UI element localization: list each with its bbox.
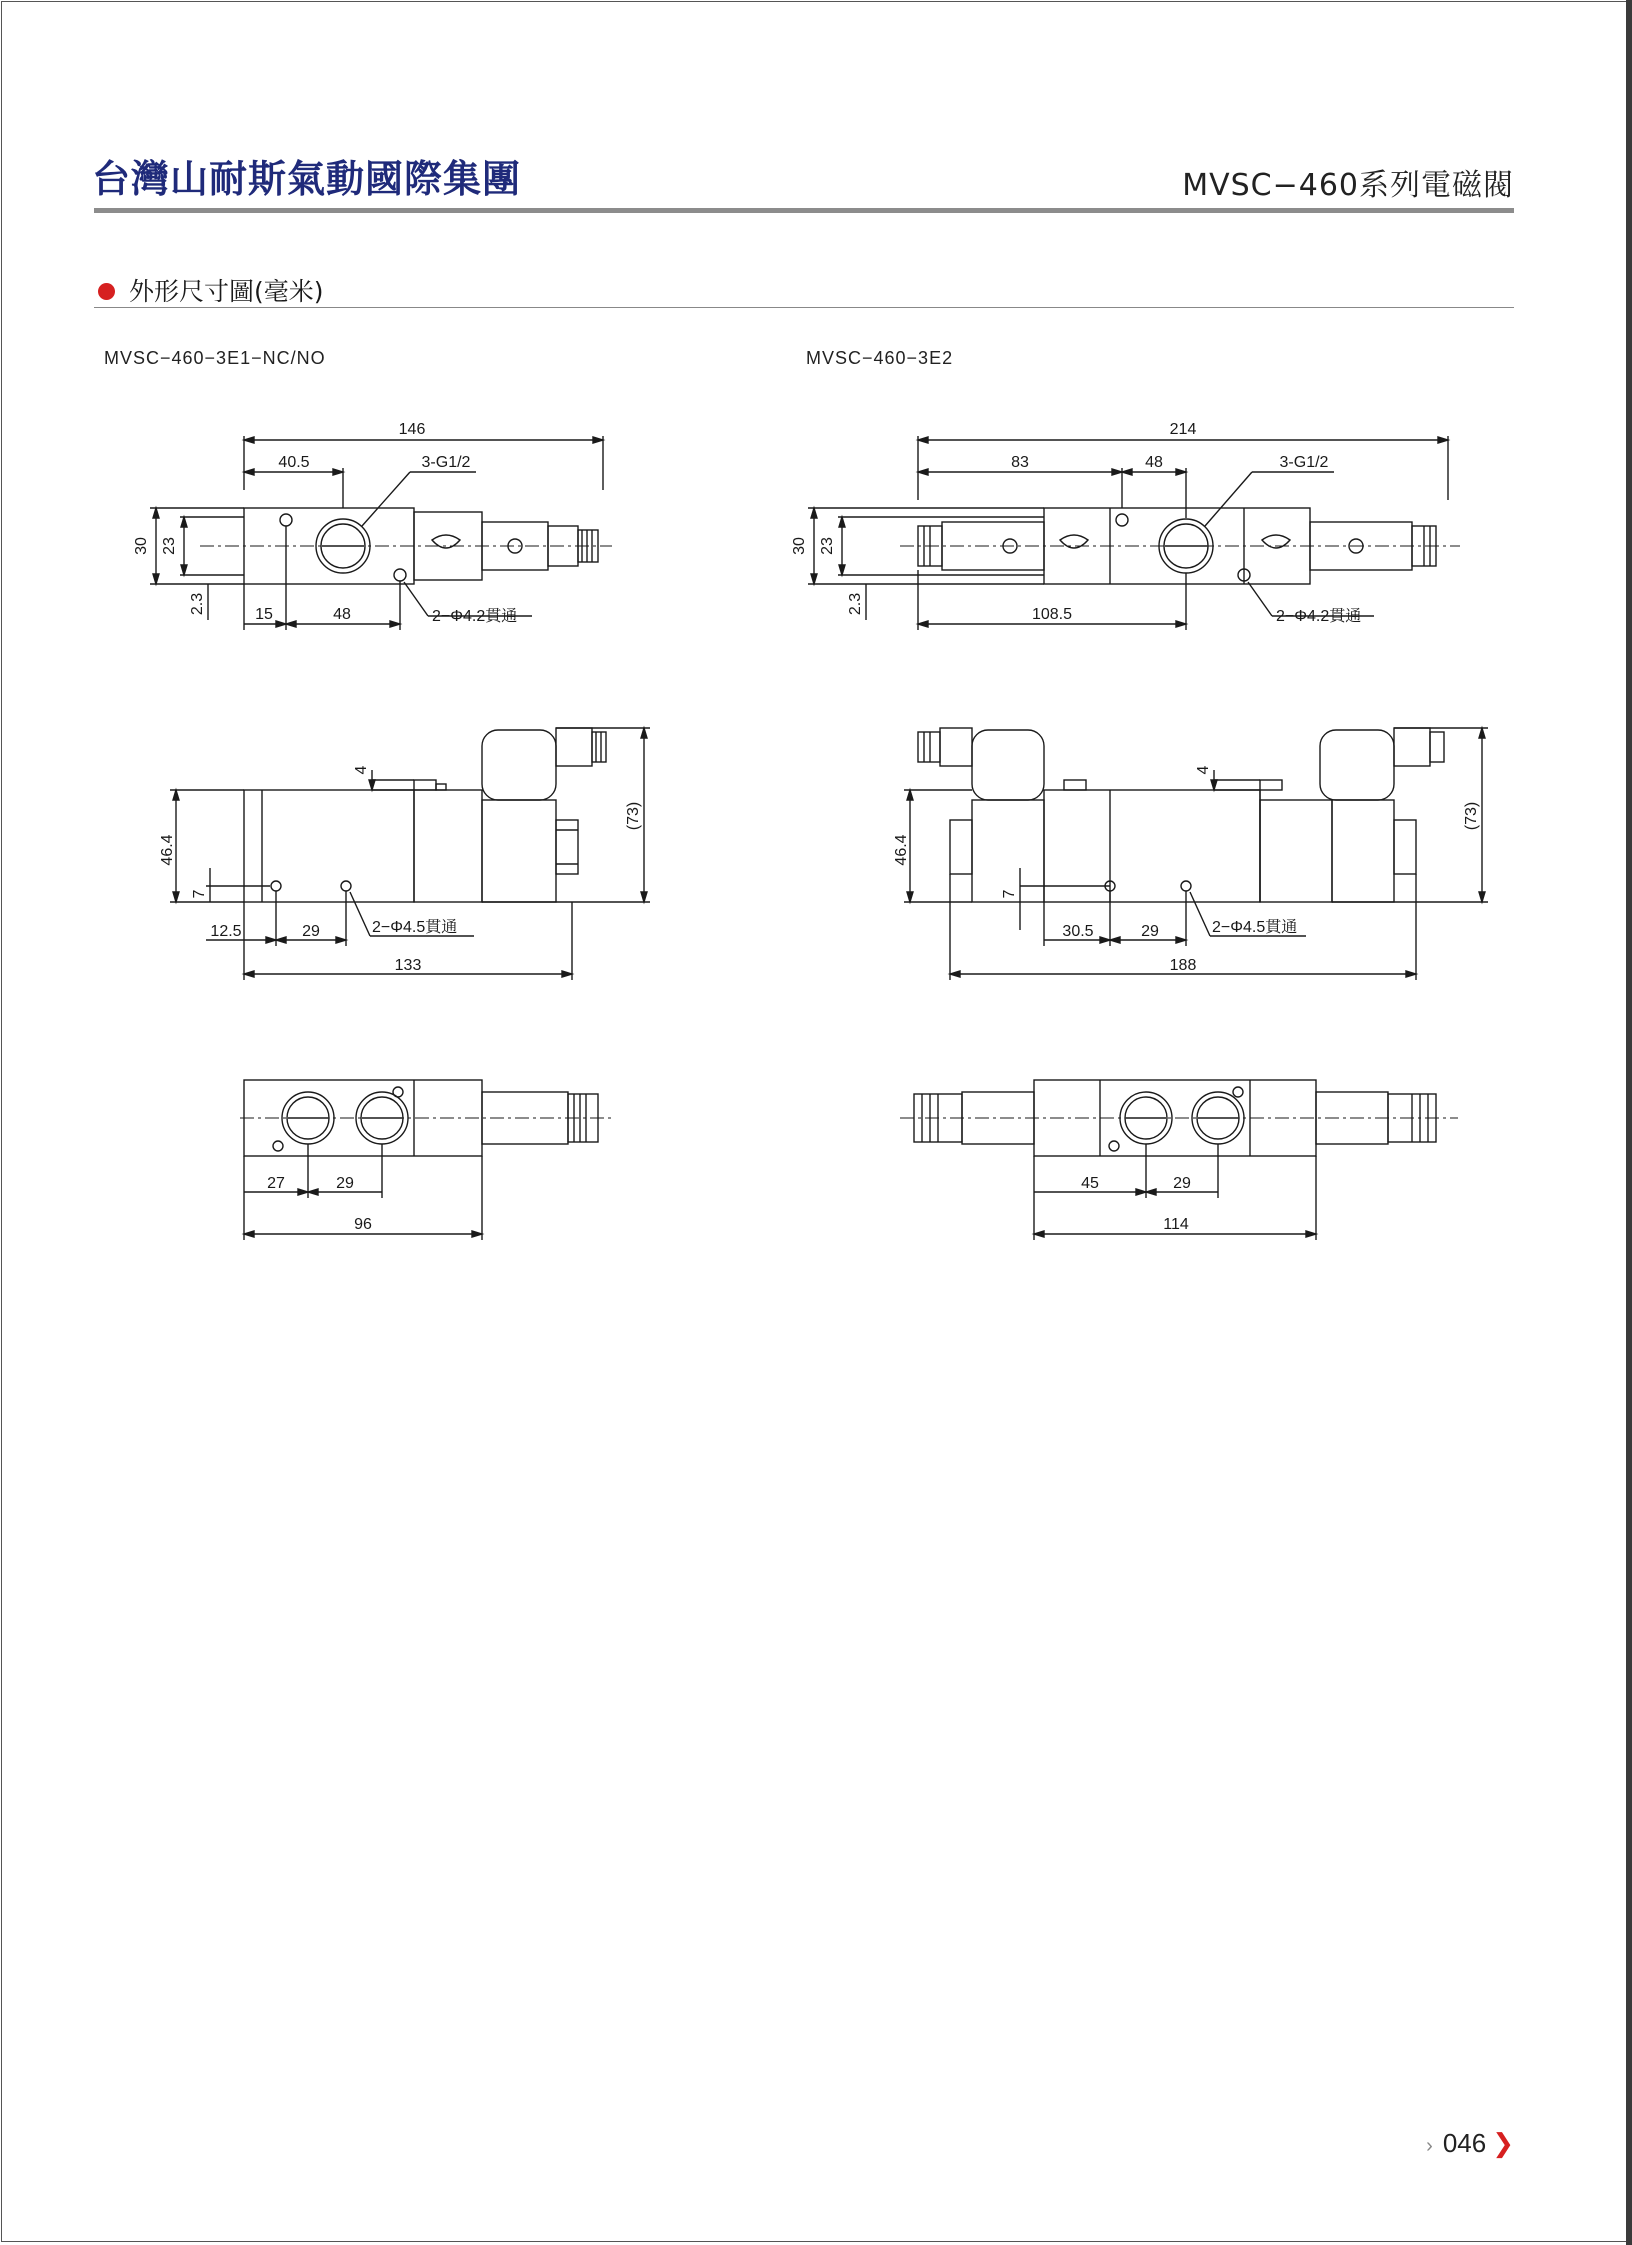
dim-text: 133 [394,957,422,974]
dim-text: 29 [302,923,320,940]
page-number [1426,2128,1514,2159]
coil-housing [414,790,482,902]
chevron-right-icon: › [1426,2135,1433,2157]
dim-text: 2−Φ4.2貫通 [432,608,518,625]
dim-text: 45 [1081,1175,1099,1192]
dim-text: 30 [791,537,808,555]
coil-cap [482,730,556,800]
dim-text: 3-G1/2 [421,454,471,471]
dim-text: 2−Φ4.5貫通 [372,919,458,936]
dim-text: 30.5 [1062,923,1094,940]
dim-text: 46.4 [159,834,176,866]
dim-text: 46.4 [893,834,910,866]
mount-hole [394,569,406,581]
dim-text: 48 [333,606,351,623]
dim-text: 2−Φ4.2貫通 [1276,608,1362,625]
dim-text: 23 [819,537,836,555]
coil-housing [414,512,482,580]
dim-text: 114 [1163,1216,1189,1233]
dim-text: 96 [354,1216,372,1233]
view-3e2-top [808,436,1460,630]
dim-text: 15 [255,606,273,623]
dim-text: 83 [1011,454,1029,471]
dim-text: 7 [1001,889,1018,899]
dim-text: 2.3 [847,592,864,616]
view-3e1-bottom [240,1080,612,1240]
dim-text: 29 [1173,1175,1191,1192]
valve-body [244,790,414,902]
dim-text: 27 [267,1175,285,1192]
dim-text: 108.5 [1031,606,1073,623]
dim-text: 2−Φ4.5貫通 [1212,919,1298,936]
valve-body [1044,790,1260,902]
dim-text: 3-G1/2 [1279,454,1329,471]
dim-text: 30 [133,537,150,555]
section-title: 外形尺寸圖(毫米) [129,277,324,306]
dim-text: 214 [1169,421,1197,438]
model-label-right: MVSC−460−3E2 [806,348,954,368]
dim-text: 12.5 [210,923,242,940]
dim-text: 23 [161,537,178,555]
dim-text: (73) [625,801,642,831]
dim-text: 48 [1145,454,1163,471]
dim-text: 4 [353,765,370,775]
page-number-text: 046 [1442,2128,1487,2158]
company-name: 台灣山耐斯氣動國際集團 [92,157,522,201]
dim-text: 2.3 [189,592,206,616]
mount-hole [280,514,292,526]
dim-text: 29 [1141,923,1159,940]
view-3e1-side [170,728,650,980]
dim-text: 7 [191,889,208,899]
dim-text: (73) [1463,801,1480,831]
dim-text: 29 [336,1175,354,1192]
coil [482,800,556,902]
red-chevron-icon: ❯ [1492,2128,1514,2158]
dim-text: 4 [1195,765,1212,775]
model-label-left: MVSC−460−3E1−NC/NO [104,348,326,368]
connector [556,728,592,766]
dim-text: 40.5 [278,454,310,471]
view-3e1-top [150,436,612,630]
dim-text: 188 [1169,957,1197,974]
dim-text: 146 [398,421,426,438]
series-title: MVSC−460系列電磁閥 [1182,168,1514,203]
